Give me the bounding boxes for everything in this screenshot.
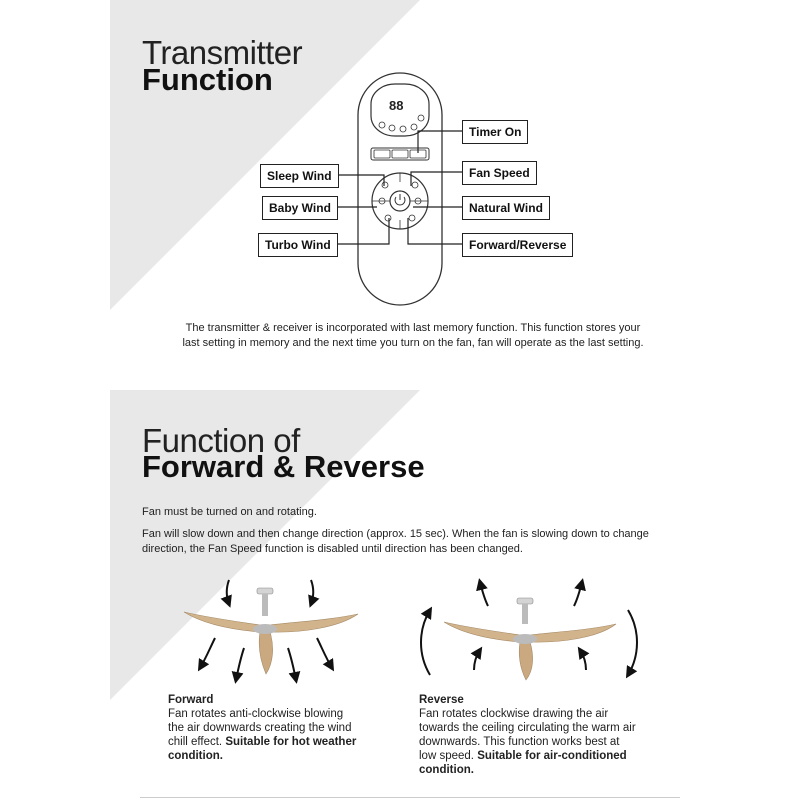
reverse-fan-illustration [410, 570, 650, 695]
section1-heading-bold: Function [142, 62, 273, 97]
reverse-caption [419, 693, 639, 777]
reverse-text: Fan rotates clockwise drawing the air towards the ceiling circulating the warm air downwards. This function works best at low speed. [419, 708, 636, 762]
bottom-divider [140, 797, 680, 798]
label-forward-reverse: Forward/Reverse [462, 233, 573, 257]
forward-caption [168, 693, 358, 763]
section1-heading-light: Transmitter [142, 34, 303, 71]
remote-display-digits: 88 [389, 98, 404, 113]
label-natural-wind: Natural Wind [462, 196, 550, 220]
label-sleep-wind: Sleep Wind [260, 164, 339, 188]
label-fan-speed: Fan Speed [462, 161, 537, 185]
section2-heading-bold: Forward & Reverse [142, 449, 425, 484]
memory-function-paragraph: The transmitter & receiver is incorporated with last memory function. This function stores your last setting in memory and the next time you turn on the fan, fan will operate as the last setting. [182, 322, 644, 349]
section2-paragraph-1: Fan must be turned on and rotating. [142, 506, 317, 518]
reverse-bold-text: Suitable for air-conditioned condition. [419, 750, 627, 776]
connector-lines [0, 0, 800, 320]
reverse-title: Reverse [419, 694, 464, 706]
forward-text: Fan rotates anti-clockwise blowing the air downwards creating the wind chill effect. [168, 708, 352, 748]
forward-fan-illustration [160, 570, 370, 695]
forward-bold-text: Suitable for hot weather condition. [168, 736, 357, 762]
label-timer-on: Timer On [462, 120, 528, 144]
section2-paragraph-2: Fan will slow down and then change direction (approx. 15 sec). When the fan is slowing down to change direction, the Fan Speed function is disabled until direction has been changed. [142, 528, 649, 555]
label-turbo-wind: Turbo Wind [258, 233, 338, 257]
section2-heading-light: Function of [142, 422, 300, 459]
forward-title: Forward [168, 694, 214, 706]
label-baby-wind: Baby Wind [262, 196, 338, 220]
